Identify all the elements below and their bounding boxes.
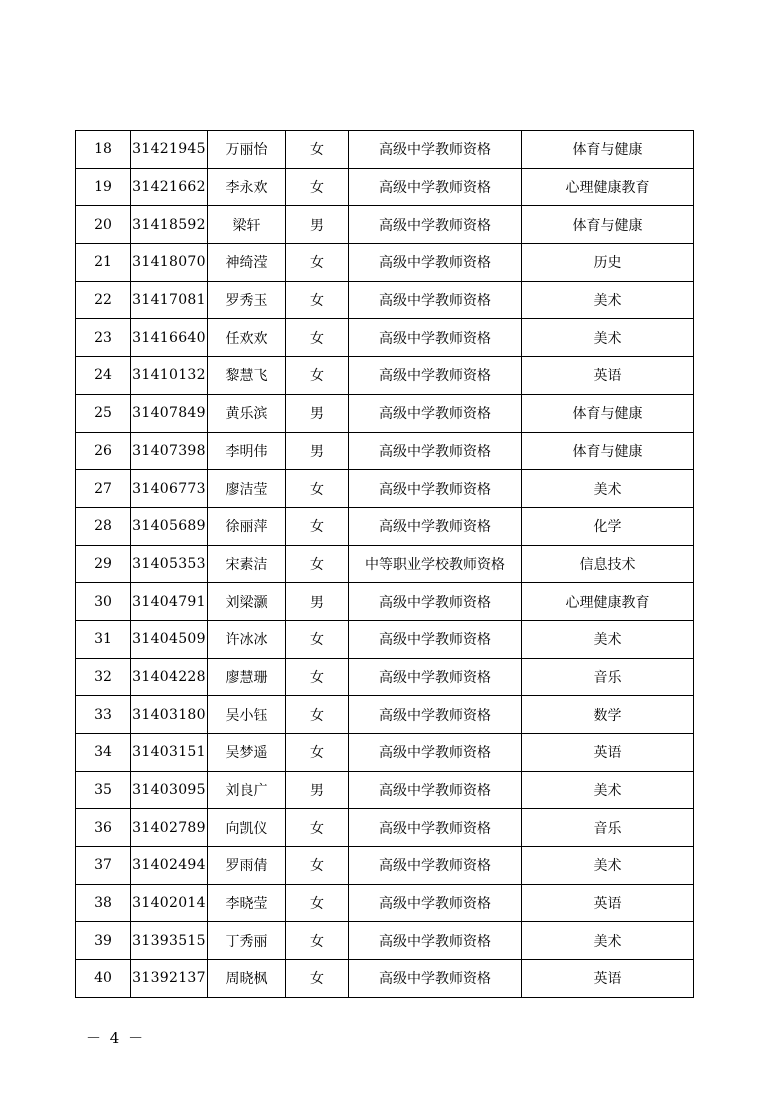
table-row <box>76 620 694 658</box>
name-cell: 吴小钰 <box>208 696 286 734</box>
subject-cell: 音乐 <box>522 809 694 847</box>
subject-cell: 数学 <box>522 696 694 734</box>
candidate-id-cell: 31406773 <box>131 470 208 508</box>
gender-cell: 女 <box>286 319 349 357</box>
row-number-cell: 28 <box>76 507 131 545</box>
row-number-cell: 21 <box>76 244 131 282</box>
name-cell: 黄乐滨 <box>208 394 286 432</box>
qualification-cell: 中等职业学校教师资格 <box>349 545 522 583</box>
roster-body <box>76 131 694 998</box>
candidate-id-cell: 31421945 <box>131 131 208 169</box>
name-cell: 吴梦遥 <box>208 734 286 772</box>
table-row <box>76 394 694 432</box>
gender-cell: 女 <box>286 131 349 169</box>
row-number-cell: 23 <box>76 319 131 357</box>
qualification-cell: 高级中学教师资格 <box>349 470 522 508</box>
name-cell: 刘梁灏 <box>208 583 286 621</box>
candidate-id-cell: 31407849 <box>131 394 208 432</box>
row-number-cell: 40 <box>76 960 131 998</box>
table-row <box>76 696 694 734</box>
row-number-cell: 33 <box>76 696 131 734</box>
candidate-id-cell: 31404509 <box>131 620 208 658</box>
table-row <box>76 281 694 319</box>
table-row <box>76 545 694 583</box>
gender-cell: 女 <box>286 847 349 885</box>
qualification-cell: 高级中学教师资格 <box>349 771 522 809</box>
candidate-id-cell: 31402789 <box>131 809 208 847</box>
subject-cell: 英语 <box>522 960 694 998</box>
qualification-cell: 高级中学教师资格 <box>349 244 522 282</box>
candidate-id-cell: 31405353 <box>131 545 208 583</box>
row-number-cell: 37 <box>76 847 131 885</box>
candidate-id-cell: 31407398 <box>131 432 208 470</box>
candidate-id-cell: 31405689 <box>131 507 208 545</box>
table-row <box>76 922 694 960</box>
gender-cell: 女 <box>286 545 349 583</box>
row-number-cell: 27 <box>76 470 131 508</box>
candidate-id-cell: 31418070 <box>131 244 208 282</box>
gender-cell: 男 <box>286 394 349 432</box>
table-row <box>76 884 694 922</box>
subject-cell: 美术 <box>522 281 694 319</box>
table-row <box>76 960 694 998</box>
table-row <box>76 771 694 809</box>
gender-cell: 女 <box>286 734 349 772</box>
row-number-cell: 26 <box>76 432 131 470</box>
row-number-cell: 34 <box>76 734 131 772</box>
row-number-cell: 35 <box>76 771 131 809</box>
qualification-cell: 高级中学教师资格 <box>349 696 522 734</box>
subject-cell: 信息技术 <box>522 545 694 583</box>
table-row <box>76 583 694 621</box>
qualification-cell: 高级中学教师资格 <box>349 394 522 432</box>
gender-cell: 男 <box>286 206 349 244</box>
subject-cell: 英语 <box>522 884 694 922</box>
gender-cell: 男 <box>286 432 349 470</box>
name-cell: 任欢欢 <box>208 319 286 357</box>
row-number-cell: 31 <box>76 620 131 658</box>
name-cell: 黎慧飞 <box>208 357 286 395</box>
qualification-cell: 高级中学教师资格 <box>349 922 522 960</box>
candidate-id-cell: 31403180 <box>131 696 208 734</box>
qualification-cell: 高级中学教师资格 <box>349 847 522 885</box>
row-number-cell: 39 <box>76 922 131 960</box>
candidate-id-cell: 31410132 <box>131 357 208 395</box>
table-row <box>76 206 694 244</box>
subject-cell: 体育与健康 <box>522 432 694 470</box>
name-cell: 周晓枫 <box>208 960 286 998</box>
table-row <box>76 357 694 395</box>
subject-cell: 美术 <box>522 470 694 508</box>
gender-cell: 女 <box>286 357 349 395</box>
row-number-cell: 30 <box>76 583 131 621</box>
row-number-cell: 18 <box>76 131 131 169</box>
name-cell: 廖洁莹 <box>208 470 286 508</box>
row-number-cell: 38 <box>76 884 131 922</box>
row-number-cell: 36 <box>76 809 131 847</box>
table-row <box>76 168 694 206</box>
name-cell: 李明伟 <box>208 432 286 470</box>
row-number-cell: 19 <box>76 168 131 206</box>
name-cell: 梁轩 <box>208 206 286 244</box>
subject-cell: 英语 <box>522 734 694 772</box>
name-cell: 丁秀丽 <box>208 922 286 960</box>
row-number-cell: 22 <box>76 281 131 319</box>
name-cell: 廖慧珊 <box>208 658 286 696</box>
qualification-cell: 高级中学教师资格 <box>349 168 522 206</box>
table-row <box>76 432 694 470</box>
qualification-cell: 高级中学教师资格 <box>349 432 522 470</box>
row-number-cell: 20 <box>76 206 131 244</box>
subject-cell: 体育与健康 <box>522 394 694 432</box>
subject-cell: 美术 <box>522 319 694 357</box>
qualification-cell: 高级中学教师资格 <box>349 507 522 545</box>
qualification-cell: 高级中学教师资格 <box>349 960 522 998</box>
candidate-id-cell: 31403095 <box>131 771 208 809</box>
candidate-id-cell: 31417081 <box>131 281 208 319</box>
table-row <box>76 507 694 545</box>
subject-cell: 美术 <box>522 771 694 809</box>
name-cell: 刘良广 <box>208 771 286 809</box>
row-number-cell: 25 <box>76 394 131 432</box>
table-row <box>76 319 694 357</box>
table-row <box>76 734 694 772</box>
qualification-cell: 高级中学教师资格 <box>349 131 522 169</box>
candidate-id-cell: 31392137 <box>131 960 208 998</box>
name-cell: 李晓莹 <box>208 884 286 922</box>
candidate-id-cell: 31402014 <box>131 884 208 922</box>
subject-cell: 心理健康教育 <box>522 168 694 206</box>
candidate-id-cell: 31421662 <box>131 168 208 206</box>
gender-cell: 男 <box>286 583 349 621</box>
subject-cell: 美术 <box>522 922 694 960</box>
name-cell: 万丽怡 <box>208 131 286 169</box>
name-cell: 神绮滢 <box>208 244 286 282</box>
name-cell: 宋素洁 <box>208 545 286 583</box>
gender-cell: 女 <box>286 809 349 847</box>
subject-cell: 体育与健康 <box>522 206 694 244</box>
qualification-cell: 高级中学教师资格 <box>349 734 522 772</box>
name-cell: 向凯仪 <box>208 809 286 847</box>
name-cell: 徐丽萍 <box>208 507 286 545</box>
qualification-cell: 高级中学教师资格 <box>349 583 522 621</box>
qualification-cell: 高级中学教师资格 <box>349 319 522 357</box>
roster-table <box>75 130 694 998</box>
gender-cell: 女 <box>286 244 349 282</box>
qualification-cell: 高级中学教师资格 <box>349 884 522 922</box>
gender-cell: 男 <box>286 771 349 809</box>
qualification-cell: 高级中学教师资格 <box>349 206 522 244</box>
name-cell: 罗雨倩 <box>208 847 286 885</box>
candidate-id-cell: 31402494 <box>131 847 208 885</box>
table-row <box>76 658 694 696</box>
qualification-cell: 高级中学教师资格 <box>349 809 522 847</box>
subject-cell: 体育与健康 <box>522 131 694 169</box>
row-number-cell: 32 <box>76 658 131 696</box>
qualification-cell: 高级中学教师资格 <box>349 357 522 395</box>
gender-cell: 女 <box>286 696 349 734</box>
candidate-id-cell: 31416640 <box>131 319 208 357</box>
table-row <box>76 244 694 282</box>
subject-cell: 美术 <box>522 620 694 658</box>
table-row <box>76 809 694 847</box>
gender-cell: 女 <box>286 884 349 922</box>
table-row <box>76 847 694 885</box>
gender-cell: 女 <box>286 922 349 960</box>
row-number-cell: 29 <box>76 545 131 583</box>
qualification-cell: 高级中学教师资格 <box>349 658 522 696</box>
table-row <box>76 131 694 169</box>
name-cell: 李永欢 <box>208 168 286 206</box>
qualification-cell: 高级中学教师资格 <box>349 281 522 319</box>
gender-cell: 女 <box>286 507 349 545</box>
name-cell: 罗秀玉 <box>208 281 286 319</box>
table-row <box>76 470 694 508</box>
gender-cell: 女 <box>286 470 349 508</box>
candidate-id-cell: 31403151 <box>131 734 208 772</box>
subject-cell: 化学 <box>522 507 694 545</box>
subject-cell: 英语 <box>522 357 694 395</box>
gender-cell: 女 <box>286 168 349 206</box>
subject-cell: 美术 <box>522 847 694 885</box>
candidate-id-cell: 31393515 <box>131 922 208 960</box>
candidate-id-cell: 31418592 <box>131 206 208 244</box>
page-number: － 4 － <box>86 1029 146 1047</box>
gender-cell: 女 <box>286 620 349 658</box>
qualification-cell: 高级中学教师资格 <box>349 620 522 658</box>
gender-cell: 女 <box>286 960 349 998</box>
candidate-id-cell: 31404791 <box>131 583 208 621</box>
gender-cell: 女 <box>286 281 349 319</box>
subject-cell: 历史 <box>522 244 694 282</box>
row-number-cell: 24 <box>76 357 131 395</box>
gender-cell: 女 <box>286 658 349 696</box>
name-cell: 许冰冰 <box>208 620 286 658</box>
subject-cell: 心理健康教育 <box>522 583 694 621</box>
subject-cell: 音乐 <box>522 658 694 696</box>
candidate-id-cell: 31404228 <box>131 658 208 696</box>
